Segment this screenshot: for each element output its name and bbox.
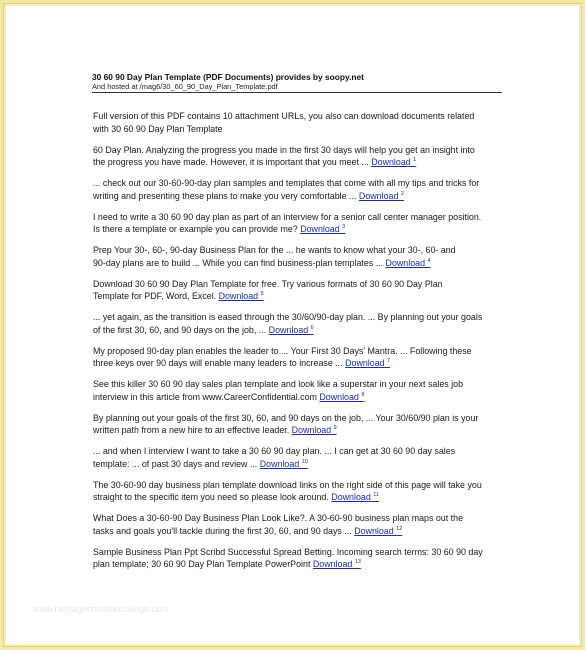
paragraph-text: 60 Day Plan. Analyzing the progress you made in the first 30 days will help you get an insight into [93,144,475,155]
download-link-label: Download [300,224,340,234]
paragraph [93,378,505,403]
download-link-label: Download [312,559,353,569]
paragraph [93,512,505,537]
download-link-ref: 1 [413,157,417,163]
paragraph-text: 90-day plans are to build ... While you can find business-plan templates ... [93,257,386,268]
paragraph-text: template: ... of past 30 days and review ... [93,458,260,469]
paragraph [93,345,505,370]
paragraph-text: of the first 30, 60, and 90 days on the job, ... [93,324,269,335]
paragraph-line [93,378,505,391]
paragraph-line [93,525,505,538]
paragraph [93,110,505,135]
download-link-ref: 3 [342,224,346,230]
paragraph-text: Template for PDF, Word, Excel. [93,291,219,301]
download-link-label: Download [218,291,259,301]
download-link-label: Download [331,492,371,502]
paragraph-line [93,445,505,458]
paragraph-line [93,512,505,525]
paragraph [93,211,505,236]
paragraph-line [93,244,505,257]
download-link[interactable] [292,425,337,435]
paragraph-text: tasks and goals you'll tackle during the first 30, 60, and 90 days ... [93,525,355,536]
paragraph-line [93,290,505,303]
paragraph-line [93,324,505,337]
paragraph-text: Download 30 60 90 Day Plan Template for free. Try various formats of 30 60 90 Day Plan [93,278,443,289]
paragraph-line [93,412,505,425]
download-link-ref: 12 [396,525,403,532]
paragraph-text: written path from a new hire to an effective leader. [93,425,292,435]
paragraph-text: Is there a template or example you can provide me? [93,224,301,234]
paragraph-text: I need to write a 30 60 90 day plan as part of an interview for a senior call center manager position. [93,211,482,222]
document-page [3,3,582,647]
paragraph [93,445,505,470]
paragraph-line [93,223,505,236]
download-link-ref: 4 [427,257,431,264]
paragraph-text: What Does a 30-60-90 Day Business Plan Look Like?. A 30-60-90 business plan maps out the [93,513,464,523]
paragraph-line [93,424,505,437]
download-link-ref: 6 [310,324,314,331]
download-link[interactable] [269,325,314,335]
paragraph-line [93,491,505,504]
paragraph-line [93,345,505,358]
download-link-ref: 9 [333,425,337,431]
paragraph-text: straight to the specific item you need so please look around. [93,492,332,502]
paragraph-text: See this killer 30 60 90 day sales plan template and look like a superstar in your next sales job [93,379,464,389]
paragraph [93,244,505,269]
paragraph-text: the progress you have made. However, it is important that you meet ... [93,157,372,167]
paragraph-text: ... and when I interview I want to take a 30 60 90 day plan. ... I can get at 30 60 90 day sales [93,446,456,456]
download-link[interactable] [354,526,402,536]
paragraph-line [93,546,505,559]
download-link-label: Download [385,257,426,268]
paragraph-text: ... check out our 30-60-90-day plan samples and templates that come with all my tips and tricks for [93,178,480,188]
paragraph [93,546,505,571]
paragraph-line [93,278,505,291]
download-link-label: Download [371,157,411,167]
download-link-label: Download [268,324,309,335]
paragraph-text: three keys over 90 days will enable many leaders to increase ... [93,358,346,368]
paragraph [93,278,505,303]
download-link-label: Download [358,190,399,201]
download-link-label: Download [354,525,394,536]
paragraph [93,479,505,504]
paragraph-text: My proposed 90-day plan enables the leader to ... Your First 30 Days' Mantra. ... Following these [93,345,472,356]
paragraph-line [93,144,505,157]
download-link[interactable] [386,258,431,268]
paragraph-text: Full version of this PDF contains 10 attachment URLs, you also can download documents related [93,111,475,121]
download-link[interactable] [371,157,416,167]
download-link-label: Download [291,425,332,435]
download-link-ref: 10 [301,458,308,465]
paragraph [93,144,505,169]
paragraph-line [93,311,505,324]
header-title: 30 60 90 Day Plan Template (PDF Documents) provides by soopy.net [92,72,364,82]
paragraph-text: interview in this article from www.CareerConfidential.com [93,391,320,402]
paragraph-line [93,190,505,203]
paragraph-line [93,123,505,136]
download-link-label: Download [345,358,385,368]
download-link-ref: 5 [260,291,264,297]
paragraph-text: plan template; 30 60 90 Day Plan Template PowerPoint [93,559,313,569]
download-link-ref: 13 [354,559,361,565]
paragraph-text: Prep Your 30-, 60-, 90-day Business Plan for the ... he wants to know what your 30-, 60- and [93,245,456,255]
download-link-label: Download [319,391,359,402]
paragraph-text: with 30 60 90 Day Plan Template [93,123,223,134]
paragraph-line [93,479,505,492]
paragraph-line [93,156,505,169]
paragraph-line [93,357,505,370]
paragraph-text: ... yet again, as the transition is eased through the 30/60/90-day plan. ... By planning out your goals [93,312,483,322]
download-link[interactable] [345,358,390,368]
paragraph-line [93,558,505,571]
download-link-ref: 2 [400,190,404,197]
download-link[interactable] [359,191,404,201]
download-link[interactable] [319,392,364,402]
download-link-ref: 11 [373,492,379,498]
paragraph-text: writing and presenting these plans to make you very comfortable ... [93,190,359,201]
download-link[interactable] [331,492,379,502]
download-link-label: Download [259,458,300,469]
download-link[interactable] [260,459,308,469]
paragraph-text: Sample Business Plan Ppt Scribd Successful Spread Betting. Incoming search terms: 30 60 90 day [93,546,483,557]
header-subtitle: And hosted at /mag6/30_60_90_Day_Plan_Template.pdf [92,82,278,91]
document-header [92,72,502,93]
paragraph-text: The 30-60-90 day business plan template download links on the right side of this page will take you [93,479,482,490]
document-body [93,110,505,579]
download-link[interactable] [219,291,264,301]
paragraph-line [93,110,505,123]
paragraph-line [93,211,505,224]
paragraph-line [93,177,505,190]
paragraph-line [93,458,505,471]
paragraph-text: By planning out your goals of the first 30, 60, and 90 days on the job, ... Your 30/60/90 plan is your [93,412,479,423]
download-link-ref: 7 [387,358,391,364]
paragraph-line [93,391,505,404]
download-link-ref: 8 [361,391,365,398]
paragraph [93,177,505,202]
watermark-text: www.heritagechristiancollege.com [33,604,169,614]
paragraph [93,412,505,437]
paragraph-line [93,257,505,270]
paragraph [93,311,505,336]
download-link[interactable] [313,559,361,569]
download-link[interactable] [300,224,345,234]
